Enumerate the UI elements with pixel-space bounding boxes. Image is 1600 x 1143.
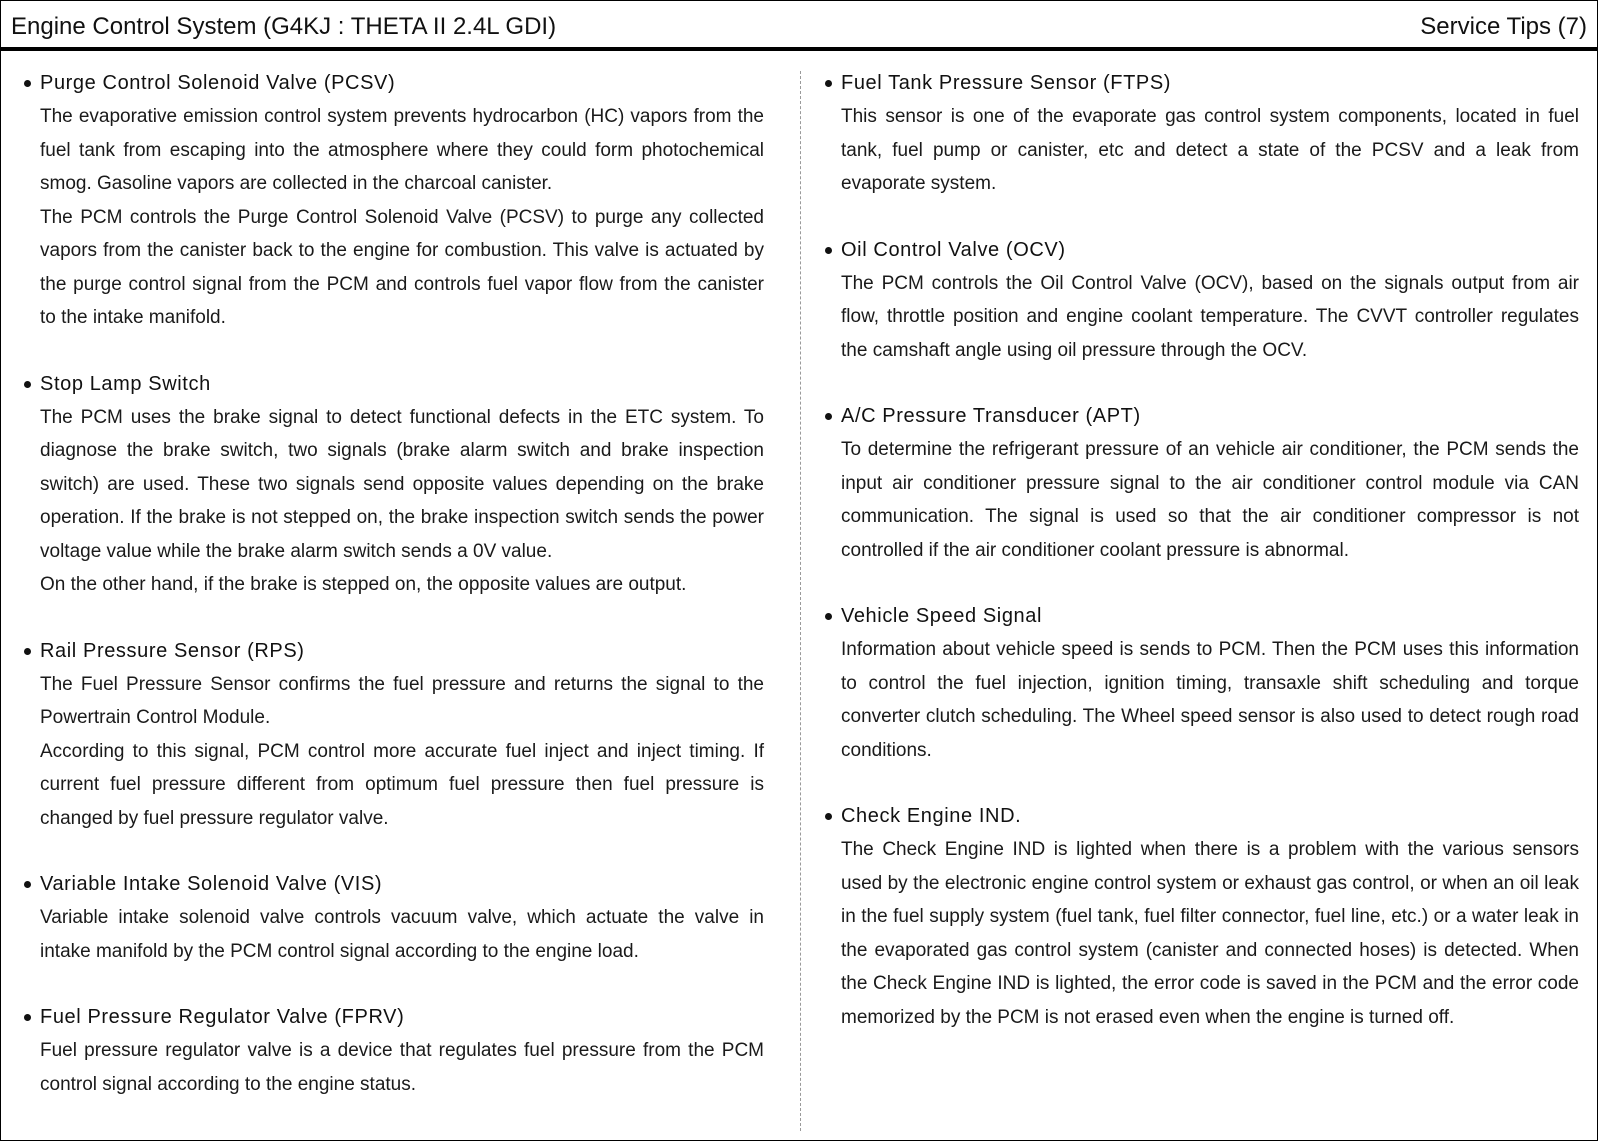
paragraph: The evaporative emission control system prevents hydrocarbon (HC) vapors from the fuel tank from escaping into the atmosphere where they could form photochemical smog. Gasoline vapors are collected in the charcoal canister. [40,106,764,194]
bullet-icon [24,1014,31,1021]
bullet-icon [825,247,832,254]
paragraph: The PCM controls the Purge Control Solenoid Valve (PCSV) to purge any collected vapors from the canister back to the engine for combustion. This valve is actuated by the purge control signal from the PCM and controls fuel vapor flow from the canister to the intake manifold. [40,206,764,328]
column-divider [800,71,801,1131]
section-title [824,800,1579,833]
document-title: Engine Control System (G4KJ : THETA II 2.4L GDI) [11,13,557,40]
section-title [824,67,1579,100]
section-ocv [824,234,1579,368]
section-title [23,635,764,668]
left-column [23,67,764,1134]
section-title-text: Purge Control Solenoid Valve (PCSV) [40,72,396,94]
paragraph: Variable intake solenoid valve controls vacuum valve, which actuate the valve in intake manifold by the PCM control signal according to the engine load. [40,907,764,962]
section-title-text: Fuel Tank Pressure Sensor (FTPS) [841,72,1172,94]
paragraph: The PCM uses the brake signal to detect functional defects in the ETC system. To diagnose the brake switch, two signals (brake alarm switch and brake inspection switch) are used. These two signals send opposite values depending on the brake operation. If the brake is not stepped on, the brake inspection switch sends the power voltage value while the brake alarm switch sends a 0V value. [40,406,764,562]
section-title-text: Stop Lamp Switch [40,372,211,395]
paragraph: According to this signal, PCM control more accurate fuel inject and inject timing. If current fuel pressure different from optimum fuel pressure then fuel pressure is changed by fuel pressure regulator valve. [40,740,764,829]
bullet-icon [24,648,31,655]
paragraph: This sensor is one of the evaporate gas control system components, located in fuel tank, fuel pump or canister, etc and detect a state of the PCSV and a leak from evaporate system. [841,106,1579,194]
bullet-icon [825,413,832,420]
paragraph: The Fuel Pressure Sensor confirms the fuel pressure and returns the signal to the Powertrain Control Module. [40,673,764,728]
section-stop-lamp-switch [23,368,764,602]
bullet-icon [825,613,832,620]
section-title [23,1001,764,1034]
section-vehicle-speed-signal [824,600,1579,767]
paragraph: The PCM controls the Oil Control Valve (OCV), based on the signals output from air flow, throttle position and engine coolant temperature. The CVVT controller regulates the camshaft angle using oil pressure through the OCV. [841,272,1579,361]
section-title-text: Oil Control Valve (OCV) [841,238,1066,261]
bullet-icon [825,813,832,820]
section-title [23,368,764,401]
section-title-text: Fuel Pressure Regulator Valve (FPRV) [40,1006,405,1028]
section-rps [23,635,764,836]
section-title-text: A/C Pressure Transducer (APT) [841,405,1141,427]
bullet-icon [24,881,31,888]
bullet-icon [825,80,832,87]
bullet-icon [24,381,31,388]
section-title-text: Rail Pressure Sensor (RPS) [40,639,305,662]
right-column [824,67,1579,1067]
section-pcsv [23,67,764,335]
section-vis [23,868,764,968]
paragraph: Fuel pressure regulator valve is a device that regulates fuel pressure from the PCM control signal according to the engine status. [40,1040,764,1095]
section-title [824,234,1579,267]
section-fprv [23,1001,764,1101]
paragraph: On the other hand, if the brake is stepped on, the opposite values are output. [40,574,687,595]
section-title-text: Vehicle Speed Signal [841,605,1043,627]
section-check-engine-ind [824,800,1579,1034]
paragraph: To determine the refrigerant pressure of an vehicle air conditioner, the PCM sends the input air conditioner pressure signal to the air conditioner control module via CAN communication. The signal is used so that the air conditioner compressor is not controlled if the air conditioner coolant pressure is abnormal. [841,439,1579,561]
section-ftps [824,67,1579,201]
bullet-icon [24,80,31,87]
section-title [23,868,764,901]
section-title [23,67,764,100]
section-label: Service Tips (7) [1420,13,1587,40]
section-title-text: Variable Intake Solenoid Valve (VIS) [40,873,383,895]
paragraph: The Check Engine IND is lighted when there is a problem with the various sensors used by the electronic engine control system or exhaust gas control, or when an oil leak in the fuel supply system (fuel tank, fuel filter connector, fuel line, etc.) or a water leak in the evaporated gas control system (canister and connected hoses) is detected. When the Check Engine IND is lighted, the error code is saved in the PCM and the error code memorized by the PCM is not erased even when the engine is turned off. [841,839,1579,1028]
paragraph: Information about vehicle speed is sends to PCM. Then the PCM uses this information to control the fuel injection, ignition timing, transaxle shift scheduling and torque converter clutch scheduling. The Wheel speed sensor is also used to detect rough road conditions. [841,639,1579,761]
section-title [824,600,1579,633]
section-title-text: Check Engine IND. [841,805,1022,827]
section-title [824,400,1579,433]
section-apt [824,400,1579,567]
page-header [1,1,1597,51]
